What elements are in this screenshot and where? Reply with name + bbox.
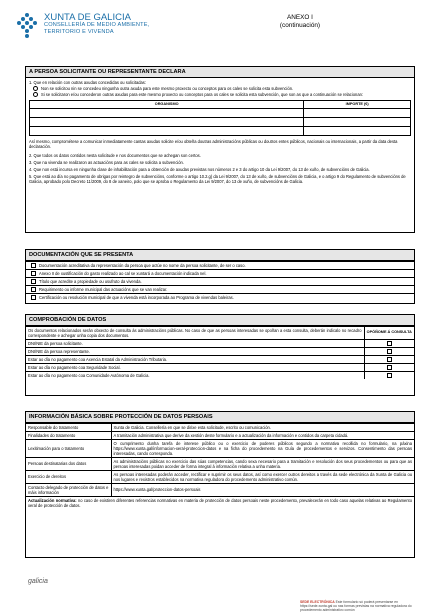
data-protection-section	[25, 411, 415, 558]
dp-row	[26, 431, 414, 439]
dp-update-text: no caso de existiren diferentes referencias normativas en materia de protección de datos persoais neste procedemento, prevalecerán en todo caso aquelas relativas ao Regulamento xeral de protección de datos.	[28, 497, 412, 508]
page-header	[14, 12, 426, 52]
org-title: XUNTA DE GALICIA	[44, 12, 131, 23]
document-item[interactable]	[26, 285, 414, 293]
data-check-title: COMPROBACIÓN DE DATOS	[26, 315, 414, 326]
aid-option-none-label: Non se solicitou nin se concedeu ningunha outra axuda para este mesmo proxecto ou conceptos para os cales se solicita esta subvención.	[41, 85, 294, 91]
data-check-row	[26, 355, 414, 363]
oppose-checkbox[interactable]	[387, 357, 392, 362]
document-label: Certificación ou resolución municipal de que a vivenda está incorporada ao Programa de vivendas baleiras.	[39, 294, 234, 300]
declaration-commitment: Así mesmo, comprométese a comunicar inmediatamente cantas axudas solicite e/ou obteña doutras administracións públicas ou doutros entes públicos, nacionais ou internacionais, a partir da data desta declaración.	[29, 139, 398, 150]
oppose-checkbox[interactable]	[387, 365, 392, 370]
document-label: Requirimento ou informe municipal das actuacións que se van realizar.	[39, 286, 168, 292]
document-checkbox[interactable]	[31, 295, 36, 300]
document-label: Anexo II de xustificación do gasto realizado ao cal se xuntará a documentación indicada nel.	[39, 270, 207, 276]
aid-option-yes[interactable]	[29, 92, 411, 97]
aid-row	[30, 118, 411, 127]
data-check-intro: Os documentos relacionados serán obxecto de consulta ás administracións públicas. No caso de que as persoas interesadas se opoñan a esta consulta, deberán indicalo no recadro correspondente e achegar unha copia dos documentos.	[26, 326, 364, 339]
aid-cell-amount[interactable]	[304, 109, 411, 118]
data-check-row	[26, 339, 414, 347]
document-item[interactable]	[26, 261, 414, 269]
data-check-row	[26, 363, 414, 371]
dp-update-row	[26, 496, 414, 509]
oppose-checkbox[interactable]	[387, 349, 392, 354]
document-item[interactable]	[26, 269, 414, 277]
dp-key: Persoas destinatarias dos datos	[26, 457, 111, 470]
dp-update-label: Actualización normativa:	[28, 497, 77, 503]
dp-row	[26, 439, 414, 457]
document-label: Documentación acreditativa da representación da persoa que actúe no nome da persoa solicitante, de ser o caso.	[39, 262, 246, 268]
declaration-item-3: 3. Que na vivenda se realizaron as actuacións para as cales se solicita a subvención.	[29, 159, 184, 165]
oppose-checkbox[interactable]	[387, 341, 392, 346]
declaration-section	[25, 66, 415, 233]
data-protection-table	[26, 423, 414, 509]
dp-key: Finalidades do tratamento	[26, 431, 111, 439]
document-checkbox[interactable]	[31, 287, 36, 292]
data-check-label: DNI/NIE da persoa solicitante.	[26, 339, 364, 347]
data-check-table	[26, 326, 414, 379]
aid-option-none[interactable]	[29, 86, 411, 91]
data-check-row	[26, 371, 414, 379]
galicia-logo-text: galicia	[28, 578, 48, 585]
aid-cell-organism[interactable]	[30, 109, 304, 118]
dp-row	[26, 423, 414, 431]
dp-row	[26, 470, 414, 483]
declaration-item-2: 2. Que todos os datos contidos nesta solicitude e nos documentos que se achegan son certos.	[29, 152, 201, 158]
annex-heading	[252, 14, 348, 30]
document-checkbox[interactable]	[31, 271, 36, 276]
dp-row	[26, 483, 414, 496]
dp-key: Exercicio de dereitos	[26, 470, 111, 483]
footer-note-text: Este formulario só poderá presentarse en https://sede.xunta.gal ou nas formas previstas na normativa reguladora do procedemento administrativo común	[300, 600, 412, 612]
galicia-logo	[28, 578, 48, 585]
dp-value: A tramitación administrativa que derive da xestión deste formulario e a actualización da información e contidos da carpeta cidadá.	[111, 431, 414, 439]
documents-title: DOCUMENTACIÓN QUE SE PRESENTA	[26, 250, 414, 261]
data-check-section	[25, 314, 415, 396]
aid-table	[29, 100, 411, 136]
aid-row	[30, 127, 411, 136]
aid-col-amount: IMPORTE (€)	[304, 101, 411, 109]
org-subtitle-1: CONSELLERÍA DE MEDIO AMBIENTE,	[44, 22, 150, 28]
declaration-title: A PERSOA SOLICITANTE OU REPRESENTANTE DECLARA	[26, 67, 414, 78]
data-check-label: DNI/NIE da persoa representante.	[26, 347, 364, 355]
data-check-label: Estar ao día no pagamento coa Axencia Estatal da Administración Tributaria.	[26, 355, 364, 363]
documents-section	[25, 249, 415, 304]
document-item[interactable]	[26, 277, 414, 285]
dp-key: Responsable do tratamento	[26, 423, 111, 431]
org-subtitle-2: TERRITORIO E VIVENDA	[44, 29, 114, 35]
aid-row	[30, 109, 411, 118]
dp-value: As administracións públicas no exercicio das súas competencias, cando sexa necesario para a tramitación e resolución dos seus procedementos ou para que as persoas interesadas poidan acceder de forma integral á información relativa a unha materia.	[111, 457, 414, 470]
dp-key: Contacto delegado de protección de datos e máis información	[26, 483, 111, 496]
data-check-label: Estar ao día no pagamento coa Comunidade Autónoma de Galicia.	[26, 371, 364, 379]
aid-cell-organism[interactable]	[30, 127, 304, 136]
document-checkbox[interactable]	[31, 263, 36, 268]
dp-value: O cumprimento dunha tarefa de interese público ou o exercicio de poderes públicos segundo a normativa recollida no formulario, na páxina https://www.xunta.gal/informacion-xeral-proteccion-datos e na ficha do procedemento na Guía de procedementos e servizos. Consentimento das persoas interesadas, cando corresponda.	[111, 439, 414, 457]
footer-note	[300, 600, 430, 612]
document-item[interactable]	[26, 293, 414, 301]
aid-cell-amount[interactable]	[304, 127, 411, 136]
radio-none[interactable]	[33, 86, 38, 91]
dp-link[interactable]: https://www.xunta.gal/proteccion-datos-persoais	[111, 483, 414, 496]
dp-row	[26, 457, 414, 470]
data-check-label: Estar ao día no pagamento coa Seguridade Social.	[26, 363, 364, 371]
aid-option-yes-label: Si se solicitaron e/ou concederon outras axudas para este mesmo proxecto ou conceptos para os cales se solicita esta subvención, que son as que a continuación se relacionan:	[41, 91, 364, 97]
document-checkbox[interactable]	[31, 279, 36, 284]
footer-note-highlight: SEDE ELECTRÓNICA	[300, 600, 335, 604]
organization-name	[44, 13, 149, 36]
oppose-column-header: OPÓÑOME Á CONSULTA	[364, 326, 414, 339]
oppose-checkbox[interactable]	[387, 373, 392, 378]
aid-cell-amount[interactable]	[304, 118, 411, 127]
dp-key: Lexitimación para o tratamento	[26, 439, 111, 457]
dp-value: As persoas interesadas poderán acceder, rectificar e suprimir os seus datos, así como exercer outros dereitos a través da sede electrónica da Xunta de Galicia ou nos lugares e rexistros establecidos na normativa reguladora do procedemento administrativo común.	[111, 470, 414, 483]
document-label: Título que acredite a propiedade ou usufruto da vivenda.	[39, 278, 142, 284]
xunta-logo-icon	[14, 12, 40, 40]
declaration-item-1: 1. Que en relación con outras axudas concedidas ou solicitadas:	[29, 79, 146, 85]
dp-value: Xunta de Galicia. Consellería en que se dirixe esta solicitude, escrito ou comunicación.	[111, 423, 414, 431]
declaration-item-4: 4. Que non está incursa en ningunha clase de inhabilitación para a obtención de axudas previstas nos números 2 e 3 do artigo 10 da Lei 9/2007, do 13 de xuño, de subvencións de Galicia.	[29, 166, 370, 172]
annex-title: ANEXO I	[287, 14, 313, 21]
data-protection-title: INFORMACIÓN BÁSICA SOBRE PROTECCIÓN DE DATOS PERSOAIS	[26, 412, 414, 423]
data-check-row	[26, 347, 414, 355]
annex-subtitle: (continuación)	[279, 22, 321, 29]
declaration-item-5: 5. Que está ao día no pagamento de obrigas por reintegro de subvencións, conforme o artigo 10.2.g) da Lei 9/2007, do 13 de xuño, de subvencións de Galicia, e o artigo 9 do Regulamento de subvencións de Galicia, aprobado polo Decreto 11/2009, do 8 de xaneiro, polo que se aproba o Regulamento da Lei 9/2007, do 13 de xuño, de subvencións de Galicia.	[29, 174, 406, 185]
aid-col-organism: ORGANISMO	[30, 101, 304, 109]
aid-cell-organism[interactable]	[30, 118, 304, 127]
documents-list	[26, 261, 414, 301]
radio-yes[interactable]	[33, 92, 38, 97]
